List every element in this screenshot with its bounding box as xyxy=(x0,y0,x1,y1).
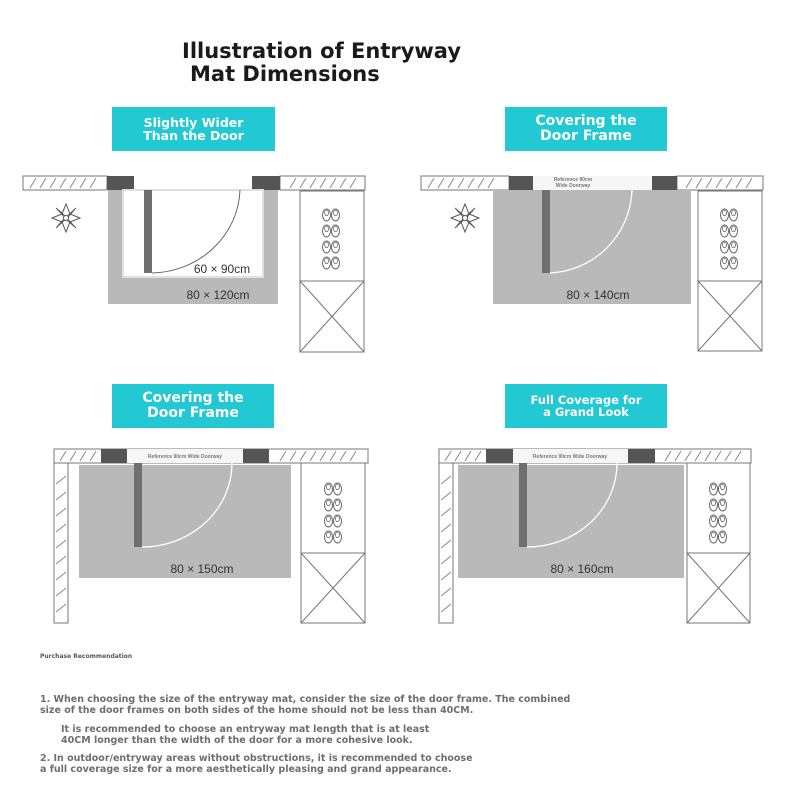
recommendation-note-1b: It is recommended to choose an entryway mat length that is at least 40CM longer than the width of the door for a more cohesive look. xyxy=(61,724,430,746)
door-leaf xyxy=(519,463,527,547)
panel-slightly-wider xyxy=(23,176,365,352)
shoe-cabinet xyxy=(301,463,365,623)
reference-label: Reference 90cm Wide Doorway xyxy=(553,177,593,189)
recommendation-note-1: 1. When choosing the size of the entryway mat, consider the size of the door frame. The combined size of the door frames on both sides of the home should not be less than 40CM. xyxy=(40,694,571,716)
panel-full-coverage xyxy=(439,449,751,623)
badge-covering-frame-1: Covering the Door Frame xyxy=(505,107,667,151)
flower-icon xyxy=(52,204,80,232)
mat-size-label: 80 × 140cm xyxy=(566,288,630,302)
purchase-recommendation-heading: Purchase Recommendation xyxy=(40,653,133,660)
reference-label: Reference 90cm Wide Doorway xyxy=(147,454,223,460)
door-leaf xyxy=(134,463,142,547)
mat-size-label: 80 × 160cm xyxy=(550,562,614,576)
panel-covering-frame-1 xyxy=(421,176,763,351)
badge-covering-frame-2: Covering the Door Frame xyxy=(112,384,274,428)
door-leaf xyxy=(542,190,550,273)
outer-mat-size-label: 80 × 120cm xyxy=(186,288,250,302)
flower-icon xyxy=(451,204,479,232)
inner-mat-size-label: 60 × 90cm xyxy=(193,262,251,276)
door-leaf xyxy=(144,190,152,273)
reference-label: Reference 90cm Wide Doorway xyxy=(532,454,608,460)
panel-covering-frame-2 xyxy=(54,449,368,623)
title-line-2: Mat Dimensions xyxy=(190,62,380,86)
title-line-1: Illustration of Entryway xyxy=(182,39,462,63)
badge-full-coverage: Full Coverage for a Grand Look xyxy=(505,384,667,428)
badge-slightly-wider: Slightly Wider Than the Door xyxy=(112,107,275,151)
mat xyxy=(493,190,691,304)
recommendation-note-2: 2. In outdoor/entryway areas without obstructions, it is recommended to choose a full coverage size for a more aesthetically pleasing and grand appearance. xyxy=(40,753,473,775)
mat-size-label: 80 × 150cm xyxy=(170,562,234,576)
